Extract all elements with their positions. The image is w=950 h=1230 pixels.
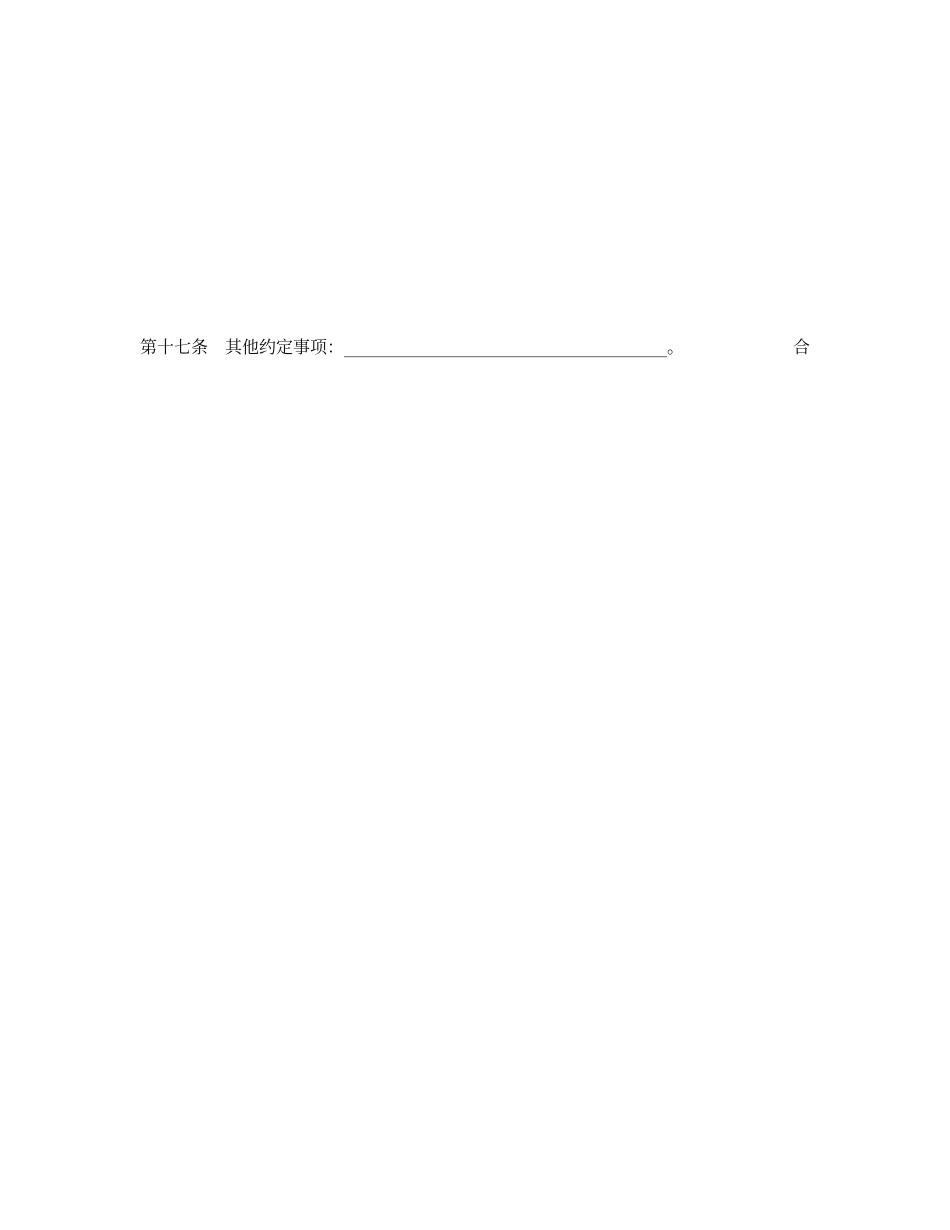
- text-line: [140, 364, 810, 395]
- text-segment: 第十七条 其他约定事项：______________________________________。: [140, 338, 684, 358]
- text-line: [140, 302, 810, 333]
- text-line: [140, 240, 810, 271]
- text-line: [140, 147, 810, 178]
- text-segment: 合: [793, 338, 810, 358]
- text-line: [140, 271, 810, 302]
- contract-text: [140, 116, 810, 457]
- text-line: [140, 333, 810, 364]
- text-line: [140, 178, 810, 209]
- text-line: [140, 116, 810, 147]
- text-line: [140, 426, 810, 457]
- text-line: [140, 209, 810, 240]
- text-line: [140, 395, 810, 426]
